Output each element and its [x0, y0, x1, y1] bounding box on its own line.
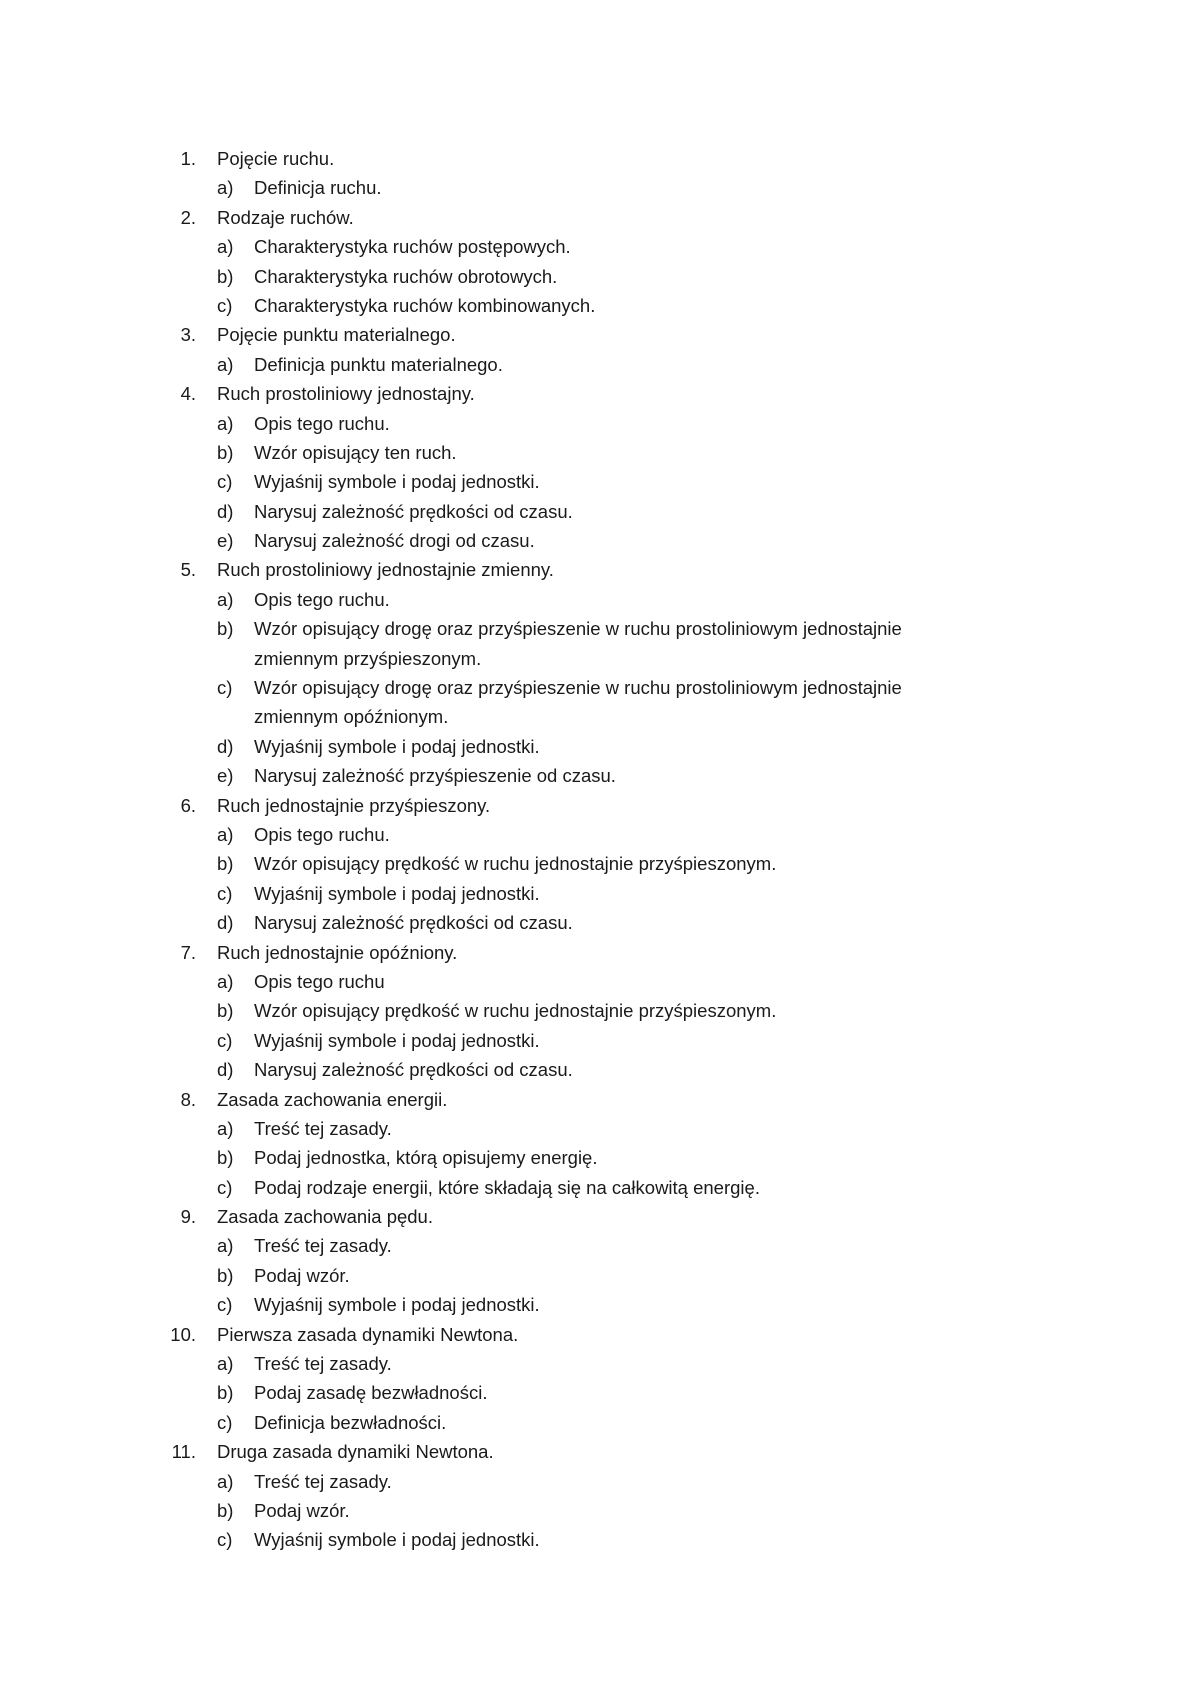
subtopic-text: Podaj rodzaje energii, które składają się na całkowitą energię. — [254, 1176, 760, 1198]
subtopic-text: Narysuj zależność prędkości od czasu. — [254, 1059, 573, 1081]
topic-title: Rodzaje ruchów. — [217, 206, 354, 228]
subtopic-letter: b) — [217, 1147, 234, 1169]
topic-item — [0, 203, 1200, 232]
topic-number: 11. — [171, 1441, 196, 1463]
subtopic-item — [0, 291, 1200, 320]
subtopic-item — [0, 497, 1200, 526]
subtopic-letter: b) — [217, 265, 234, 287]
subtopic-item — [0, 350, 1200, 379]
subtopic-text: Treść tej zasady. — [254, 1353, 392, 1375]
subtopic-text: Wyjaśnij symbole i podaj jednostki. — [254, 1294, 540, 1316]
topic-title: Ruch jednostajnie przyśpieszony. — [217, 794, 491, 816]
subtopic-text: Charakterystyka ruchów kombinowanych. — [254, 294, 596, 316]
subtopic-letter: b) — [217, 1000, 234, 1022]
subtopic-text: Wzór opisujący prędkość w ruchu jednostajnie przyśpieszonym. — [254, 1000, 777, 1022]
subtopic-letter: e) — [217, 530, 234, 552]
subtopic-letter: a) — [217, 970, 234, 992]
subtopic-letter: d) — [217, 1059, 234, 1081]
subtopic-item — [0, 1055, 1200, 1084]
subtopic-text: Podaj jednostka, którą opisujemy energię. — [254, 1147, 598, 1169]
subtopic-text: Wzór opisujący ten ruch. — [254, 441, 457, 463]
subtopic-text: Wyjaśnij symbole i podaj jednostki. — [254, 735, 540, 757]
subtopic-item — [0, 849, 1200, 878]
subtopic-letter: a) — [217, 353, 234, 375]
subtopic-letter: d) — [217, 912, 234, 934]
topic-item — [0, 1085, 1200, 1114]
topic-number: 4. — [180, 383, 196, 405]
subtopic-letter: a) — [217, 1470, 234, 1492]
subtopic-item — [0, 732, 1200, 761]
subtopic-item — [0, 1525, 1200, 1554]
subtopic-item — [0, 1231, 1200, 1260]
subtopic-item — [0, 996, 1200, 1025]
subtopic-item — [0, 1114, 1200, 1143]
subtopic-text: Opis tego ruchu — [254, 970, 385, 992]
topic-item — [0, 320, 1200, 349]
subtopic-letter: a) — [217, 412, 234, 434]
subtopic-text: Wyjaśnij symbole i podaj jednostki. — [254, 471, 540, 493]
subtopic-letter: c) — [217, 294, 233, 316]
subtopic-item — [0, 614, 1200, 643]
topic-number: 9. — [180, 1206, 196, 1228]
subtopic-letter: a) — [217, 1235, 234, 1257]
subtopic-letter: c) — [217, 677, 233, 699]
topic-title: Ruch prostoliniowy jednostajny. — [217, 383, 475, 405]
subtopic-item — [0, 1378, 1200, 1407]
subtopic-item — [0, 967, 1200, 996]
subtopic-text: Wyjaśnij symbole i podaj jednostki. — [254, 882, 540, 904]
subtopic-text: zmiennym opóźnionym. — [254, 706, 449, 728]
subtopic-text: Podaj wzór. — [254, 1264, 350, 1286]
subtopic-letter: b) — [217, 1382, 234, 1404]
subtopic-letter: d) — [217, 500, 234, 522]
topic-item — [0, 1437, 1200, 1466]
subtopic-letter: c) — [217, 1176, 233, 1198]
subtopic-text: Definicja ruchu. — [254, 177, 382, 199]
topic-number: 2. — [180, 206, 196, 228]
topic-title: Pojęcie punktu materialnego. — [217, 324, 456, 346]
subtopic-text: Narysuj zależność drogi od czasu. — [254, 530, 535, 552]
subtopic-item — [0, 585, 1200, 614]
topic-item — [0, 555, 1200, 584]
subtopic-text: Charakterystyka ruchów postępowych. — [254, 236, 571, 258]
subtopic-letter: b) — [217, 853, 234, 875]
topic-title: Zasada zachowania energii. — [217, 1088, 448, 1110]
subtopic-letter: a) — [217, 177, 234, 199]
subtopic-item — [0, 1496, 1200, 1525]
subtopic-text: Narysuj zależność prędkości od czasu. — [254, 912, 573, 934]
topic-item — [0, 144, 1200, 173]
subtopic-text: Treść tej zasady. — [254, 1235, 392, 1257]
subtopic-letter: c) — [217, 1411, 233, 1433]
subtopic-item — [0, 1143, 1200, 1172]
subtopic-text: Podaj zasadę bezwładności. — [254, 1382, 488, 1404]
subtopic-item — [0, 820, 1200, 849]
subtopic-item — [0, 173, 1200, 202]
topic-number: 10. — [170, 1323, 196, 1345]
topic-title: Ruch prostoliniowy jednostajnie zmienny. — [217, 559, 554, 581]
subtopic-text: Podaj wzór. — [254, 1499, 350, 1521]
subtopic-text: Definicja bezwładności. — [254, 1411, 447, 1433]
subtopic-letter: b) — [217, 1499, 234, 1521]
subtopic-text: Opis tego ruchu. — [254, 588, 390, 610]
subtopic-text: Narysuj zależność prędkości od czasu. — [254, 500, 573, 522]
subtopic-item — [0, 1173, 1200, 1202]
subtopic-text: Wyjaśnij symbole i podaj jednostki. — [254, 1529, 540, 1551]
subtopic-text: Charakterystyka ruchów obrotowych. — [254, 265, 558, 287]
topic-number: 1. — [180, 148, 196, 169]
topic-title: Ruch jednostajnie opóźniony. — [217, 941, 458, 963]
topic-item — [0, 379, 1200, 408]
subtopic-item — [0, 673, 1200, 702]
subtopic-letter: c) — [217, 471, 233, 493]
subtopic-text: Definicja punktu materialnego. — [254, 353, 503, 375]
topic-item — [0, 1320, 1200, 1349]
topic-number: 3. — [180, 324, 196, 346]
subtopic-text: Opis tego ruchu. — [254, 412, 390, 434]
subtopic-item — [0, 1261, 1200, 1290]
subtopic-letter: b) — [217, 1264, 234, 1286]
subtopic-letter: b) — [217, 441, 234, 463]
subtopic-text: Wzór opisujący drogę oraz przyśpieszenie w ruchu prostoliniowym jednostajnie — [254, 618, 902, 640]
subtopic-item — [0, 1408, 1200, 1437]
subtopic-letter: a) — [217, 823, 234, 845]
subtopic-item — [0, 761, 1200, 790]
subtopic-letter: a) — [217, 588, 234, 610]
subtopic-letter: e) — [217, 765, 234, 787]
subtopic-item — [0, 1467, 1200, 1496]
subtopic-letter: a) — [217, 236, 234, 258]
subtopic-text: Treść tej zasady. — [254, 1470, 392, 1492]
subtopic-text: Opis tego ruchu. — [254, 823, 390, 845]
subtopic-letter: c) — [217, 882, 233, 904]
subtopic-item — [0, 1026, 1200, 1055]
subtopic-item — [0, 232, 1200, 261]
subtopic-text: Narysuj zależność przyśpieszenie od czasu. — [254, 765, 616, 787]
subtopic-text: Wzór opisujący drogę oraz przyśpieszenie w ruchu prostoliniowym jednostajnie — [254, 677, 902, 699]
subtopic-text: Treść tej zasady. — [254, 1117, 392, 1139]
subtopic-text: Wyjaśnij symbole i podaj jednostki. — [254, 1029, 540, 1051]
subtopic-item — [0, 1349, 1200, 1378]
subtopic-letter: c) — [217, 1294, 233, 1316]
topic-number: 5. — [180, 559, 196, 581]
topic-number: 8. — [180, 1088, 196, 1110]
topic-item — [0, 938, 1200, 967]
topic-title: Zasada zachowania pędu. — [217, 1206, 433, 1228]
subtopic-letter: a) — [217, 1353, 234, 1375]
subtopic-item — [0, 1290, 1200, 1319]
subtopic-item — [0, 467, 1200, 496]
topic-item — [0, 1202, 1200, 1231]
subtopic-continuation — [0, 702, 1200, 731]
subtopic-letter: c) — [217, 1029, 233, 1051]
subtopic-letter: a) — [217, 1117, 234, 1139]
subtopic-item — [0, 409, 1200, 438]
topic-title: Pierwsza zasada dynamiki Newtona. — [217, 1323, 519, 1345]
topic-title: Pojęcie ruchu. — [217, 148, 335, 169]
subtopic-letter: b) — [217, 618, 234, 640]
topic-title: Druga zasada dynamiki Newtona. — [217, 1441, 494, 1463]
question-outline — [0, 144, 1200, 1555]
subtopic-text: zmiennym przyśpieszonym. — [254, 647, 482, 669]
subtopic-text: Wzór opisujący prędkość w ruchu jednostajnie przyśpieszonym. — [254, 853, 777, 875]
subtopic-item — [0, 526, 1200, 555]
topic-item — [0, 791, 1200, 820]
subtopic-item — [0, 438, 1200, 467]
subtopic-letter: c) — [217, 1529, 233, 1551]
subtopic-item — [0, 879, 1200, 908]
subtopic-letter: d) — [217, 735, 234, 757]
subtopic-item — [0, 262, 1200, 291]
topic-number: 7. — [180, 941, 196, 963]
topic-number: 6. — [180, 794, 196, 816]
subtopic-continuation — [0, 644, 1200, 673]
subtopic-item — [0, 908, 1200, 937]
